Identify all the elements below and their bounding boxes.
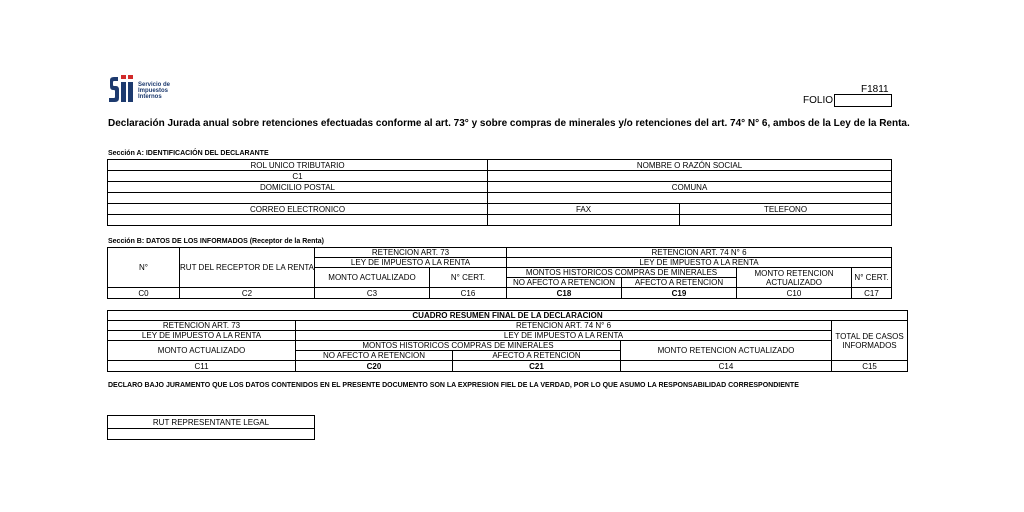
code-c17[interactable]: C17 (852, 288, 892, 299)
code-c20[interactable]: C20 (296, 361, 453, 372)
monto-retencion-line1: MONTO RETENCION (754, 268, 834, 278)
code-c15[interactable]: C15 (832, 361, 908, 372)
telefono-field[interactable] (680, 215, 892, 226)
code-c18[interactable]: C18 (507, 288, 622, 299)
resumen-monto-retencion-header: MONTO RETENCION ACTUALIZADO (621, 341, 832, 361)
ley74-header: LEY DE IMPUESTO A LA RENTA (507, 258, 892, 268)
rut-field[interactable]: C1 (108, 171, 488, 182)
logo-line-3: Internos (138, 94, 162, 100)
logo-line-2: Impuestos (138, 88, 169, 94)
domicilio-field[interactable] (108, 193, 488, 204)
resumen-ley74-header: LEY DE IMPUESTO A LA RENTA (296, 331, 832, 341)
resumen-ret74-header: RETENCION ART. 74 N° 6 (296, 321, 832, 331)
correo-field[interactable] (108, 215, 488, 226)
code-c21[interactable]: C21 (453, 361, 621, 372)
comuna-field[interactable] (488, 193, 892, 204)
no-afecto-header: NO AFECTO A RETENCION (507, 278, 622, 288)
rut-receptor-header: RUT DEL RECEPTOR DE LA RENTA (180, 248, 315, 288)
ley73-header: LEY DE IMPUESTO A LA RENTA (315, 258, 507, 268)
resumen-afecto-header: AFECTO A RETENCION (453, 351, 621, 361)
n-cert-73-header: N° CERT. (430, 268, 507, 288)
afecto-header: AFECTO A RETENCION (622, 278, 737, 288)
monto-retencion-line2: ACTUALIZADO (765, 277, 822, 287)
section-a-table (107, 159, 892, 226)
page-title: Declaración Jurada anual sobre retenciones efectuadas conforme al art. 73° y sobre compras de minerales y/o retenciones del art. 74° N° 6, ambos de la Ley de la Renta. (108, 118, 910, 129)
code-c11[interactable]: C11 (108, 361, 296, 372)
comuna-label: COMUNA (488, 182, 892, 193)
code-c0[interactable]: C0 (108, 288, 180, 299)
telefono-label: TELEFONO (680, 204, 892, 215)
fax-label: FAX (488, 204, 680, 215)
resumen-monto-actualizado-header: MONTO ACTUALIZADO (108, 341, 296, 361)
folio-label: FOLIO (803, 95, 834, 106)
correo-label: CORREO ELECTRONICO (108, 204, 488, 215)
folio-field[interactable] (834, 94, 892, 107)
resumen-ley73-header: LEY DE IMPUESTO A LA RENTA (108, 331, 296, 341)
rol-unico-label: ROL UNICO TRIBUTARIO (108, 160, 488, 171)
code-c16[interactable]: C16 (430, 288, 507, 299)
resumen-no-afecto-header: NO AFECTO A RETENCION (296, 351, 453, 361)
num-header: N° (108, 248, 180, 288)
code-c14[interactable]: C14 (621, 361, 832, 372)
section-b-title: Sección B: DATOS DE LOS INFORMADOS (Receptor de la Renta) (108, 238, 324, 245)
sii-logo-icon (108, 72, 136, 106)
resumen-montos-hist-header: MONTOS HISTORICOS COMPRAS DE MINERALES (296, 341, 621, 351)
logo-line-1: Servicio de (138, 82, 171, 88)
resumen-ret73-header: RETENCION ART. 73 (108, 321, 296, 331)
code-c2[interactable]: C2 (180, 288, 315, 299)
representante-table (107, 415, 315, 440)
section-b-table (107, 247, 892, 299)
montos-hist-header: MONTOS HISTORICOS COMPRAS DE MINERALES (507, 268, 737, 278)
total-casos-header (832, 321, 908, 361)
rut-representante-label: RUT REPRESENTANTE LEGAL (108, 416, 315, 429)
code-c10[interactable]: C10 (737, 288, 852, 299)
monto-actualizado-header: MONTO ACTUALIZADO (315, 268, 430, 288)
n-cert-74-header: N° CERT. (852, 268, 892, 288)
monto-retencion-header (737, 268, 852, 288)
declaration-text: DECLARO BAJO JURAMENTO QUE LOS DATOS CONTENIDOS EN EL PRESENTE DOCUMENTO SON LA EXPRESION FIEL DE LA VERDAD, POR LO QUE ASUMO LA RESPONSABILIDAD CORRESPONDIENTE (108, 382, 799, 389)
nombre-field[interactable] (488, 171, 892, 182)
total-casos-line2: INFORMADOS (842, 340, 897, 350)
code-c3[interactable]: C3 (315, 288, 430, 299)
domicilio-label: DOMICILIO POSTAL (108, 182, 488, 193)
fax-field[interactable] (488, 215, 680, 226)
section-a-title: Sección A: IDENTIFICACIÓN DEL DECLARANTE (108, 150, 269, 157)
form-code: F1811 (861, 84, 889, 95)
total-casos-line1: TOTAL DE CASOS (835, 331, 904, 341)
ret74-header: RETENCION ART. 74 N° 6 (507, 248, 892, 258)
resumen-table (107, 310, 908, 372)
sii-logo (108, 72, 172, 106)
code-c19[interactable]: C19 (622, 288, 737, 299)
nombre-label: NOMBRE O RAZÓN SOCIAL (488, 160, 892, 171)
ret73-header: RETENCION ART. 73 (315, 248, 507, 258)
rut-representante-field[interactable] (108, 429, 315, 440)
resumen-title: CUADRO RESUMEN FINAL DE LA DECLARACION (108, 311, 908, 321)
